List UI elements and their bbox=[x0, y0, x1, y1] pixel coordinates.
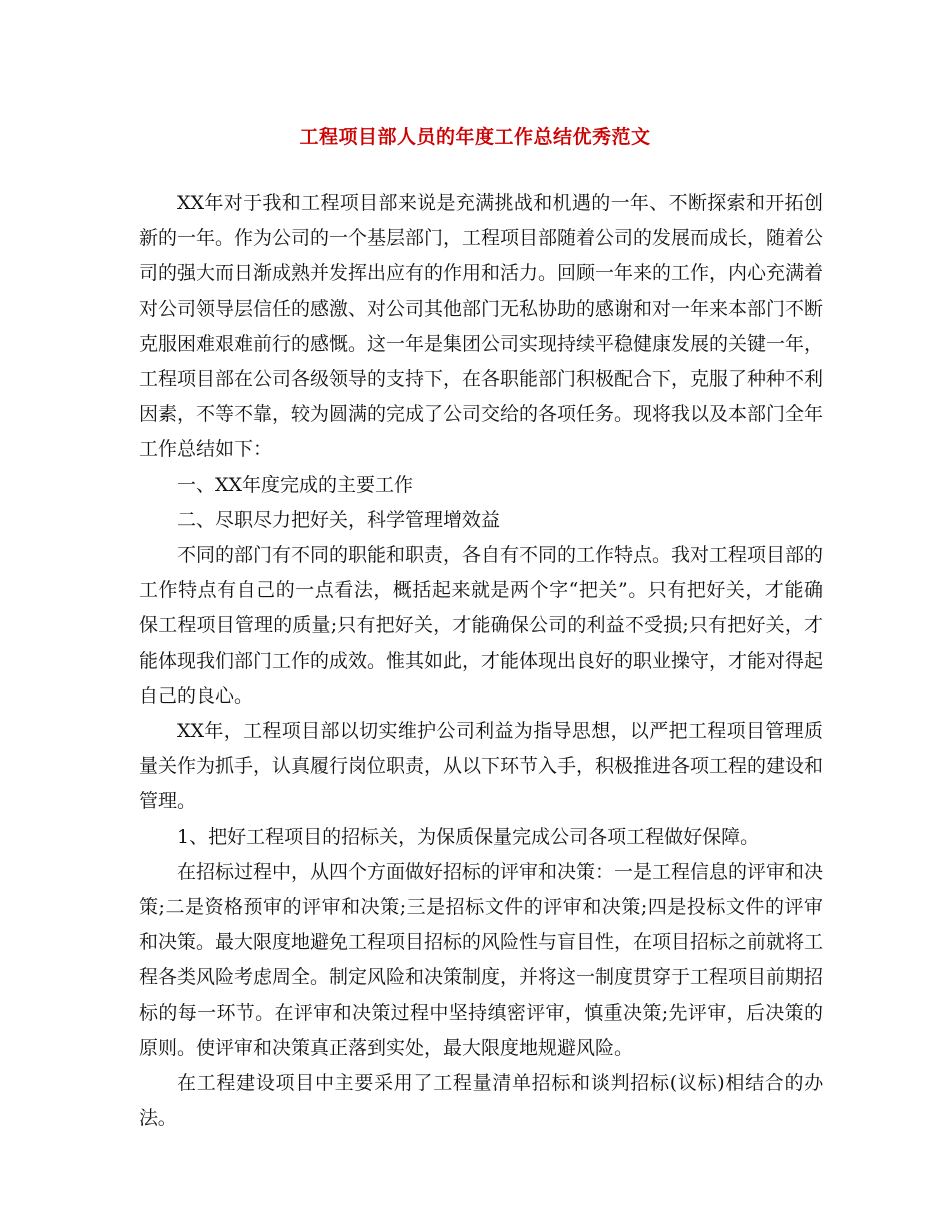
section-heading-quality-control: 二、尽职尽力把好关，科学管理增效益 bbox=[177, 508, 501, 531]
paragraph-intro: XX年对于我和工程项目部来说是充满挑战和机遇的一年、不断探索和开拓创新的一年。作为公司的一个基层部门，工程项目部随着公司的发展而成长，随着公司的强大而日渐成熟并发挥出应有的作用和活力。回顾一年来的工作，内心充满着对公司领导层信任的感激、对公司其他部门无私协助的感谢和对一年来本部门不断克服困难艰难前行的感慨。这一年是集团公司实现持续平稳健康发展的关键一年，工程项目部在公司各级领导的支持下，在各职能部门积极配合下，克服了种种不利因素，不等不靠，较为圆满的完成了公司交给的各项任务。现将我以及本部门全年工作总结如下： bbox=[139, 192, 824, 461]
paragraph-bidding-process: 在招标过程中，从四个方面做好招标的评审和决策：一是工程信息的评审和决策;二是资格预审的评审和决策;三是招标文件的评审和决策;四是投标文件的评审和决策。最大限度地避免工程项目招标的风险性与盲目性，在项目招标之前就将工程各类风险考虑周全。制定风险和决策制度，并将这一制度贯穿于工程项目前期招标的每一环节。在评审和决策过程中坚持缜密评审，慎重决策;先评审，后决策的原则。使评审和决策真正落到实处，最大限度地规避风险。 bbox=[139, 860, 824, 1059]
document-body bbox=[139, 186, 823, 1136]
paragraph-guiding-principle: XX年，工程项目部以切实维护公司利益为指导思想，以严把工程项目管理质量关作为抓手，认真履行岗位职责，从以下环节入手，积极推进各项工程的建设和管理。 bbox=[139, 720, 824, 813]
document-title: 工程项目部人员的年度工作总结优秀范文 bbox=[299, 126, 651, 148]
paragraph-department-duties: 不同的部门有不同的职能和职责，各自有不同的工作特点。我对工程项目部的工作特点有自己的一点看法，概括起来就是两个字“把关”。只有把好关，才能确保工程项目管理的质量;只有把好关，才能确保公司的利益不受损;只有把好关，才能体现我们部门工作的成效。惟其如此，才能体现出良好的职业操守，才能对得起自己的良心。 bbox=[139, 544, 824, 707]
paragraph-bidding-method: 在工程建设项目中主要采用了工程量清单招标和谈判招标(议标)相结合的办法。 bbox=[139, 1072, 823, 1130]
subsection-heading-bidding: 1、把好工程项目的招标关，为保质保量完成公司各项工程做好保障。 bbox=[177, 825, 760, 848]
section-heading-main-work: 一、XX年度完成的主要工作 bbox=[177, 473, 414, 496]
